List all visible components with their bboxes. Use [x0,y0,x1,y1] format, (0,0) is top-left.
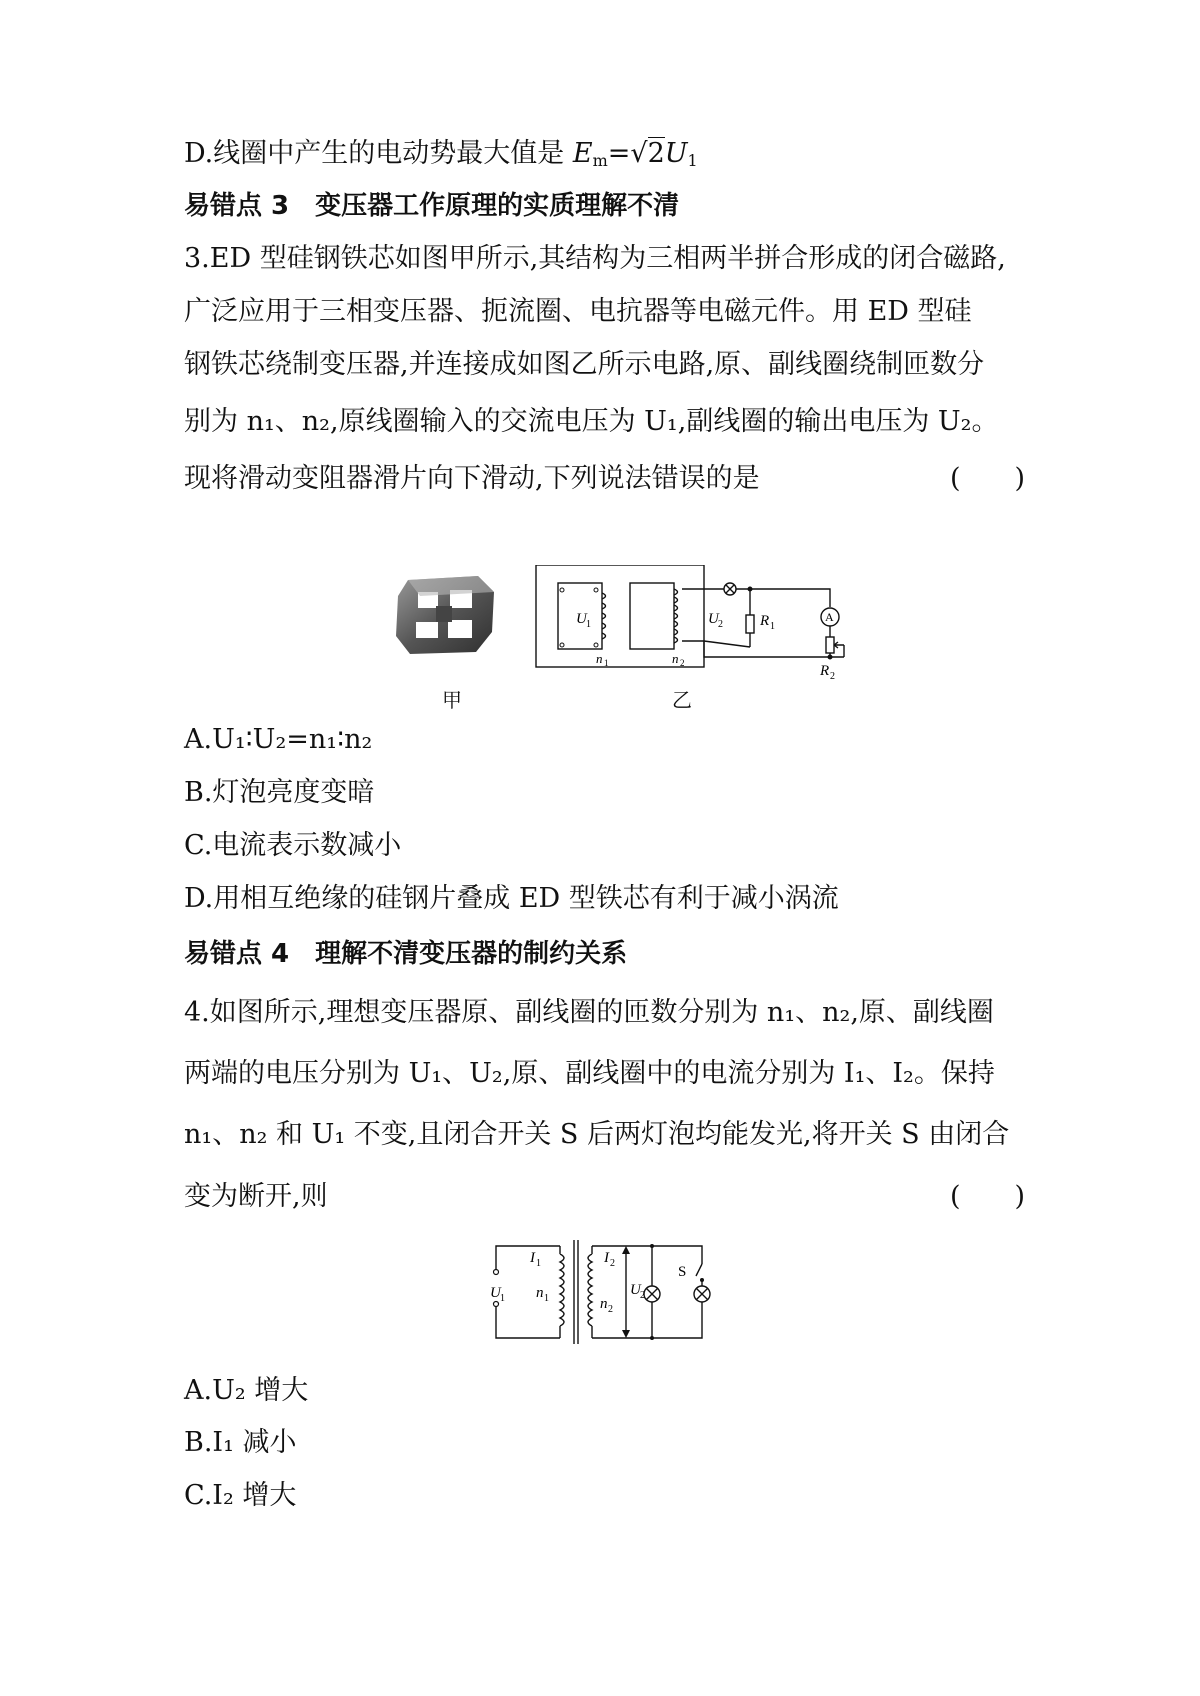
label-ammeter: A [825,610,834,624]
q3-text-line-5: 现将滑动变阻器滑片向下滑动,下列说法错误的是 [184,463,760,494]
label-u1-sub: 1 [586,619,591,630]
q3-text-line-3: 钢铁芯绕制变压器,并连接成如图乙所示电路,原、副线圈绕制匝数分 [184,349,985,380]
label-n1-sub: 1 [544,1293,549,1304]
q4-answer-blank: ( ) [950,1181,1026,1212]
q3-option-d: D.用相互绝缘的硅钢片叠成 ED 型铁芯有利于减小涡流 [184,883,839,914]
label-u1: U [576,611,587,627]
sqrt-symbol: √ [630,138,648,169]
q2-option-d: D.线圈中产生的电动势最大值是 $E_m=√2U_1$ [184,138,698,170]
q4-text-line-3: n₁、n₂ 和 U₁ 不变,且闭合开关 S 后两灯泡均能发光,将开关 S 由闭合 [184,1119,1010,1150]
label-switch-s: S [678,1264,687,1280]
q3-text-line-2: 广泛应用于三相变压器、扼流圈、电抗器等电磁元件。用 ED 型硅 [184,296,972,327]
q3-answer-blank: ( ) [950,463,1026,494]
label-i1: I [530,1250,535,1266]
label-n2-sub: 2 [680,658,685,668]
label-i1-sub: 1 [536,1258,541,1269]
figure-jia-ed-core [390,570,500,660]
label-r1: R [760,613,770,629]
label-u2-sub: 2 [640,1290,645,1301]
label-n1-sub: 1 [604,658,609,668]
figure-jia-caption: 甲 [442,688,462,712]
q4-text-line-4: 变为断开,则 [184,1181,328,1212]
section-3-heading: 易错点 3 变压器工作原理的实质理解不清 [184,191,680,221]
figure-yi-caption: 乙 [672,688,692,712]
core-window-right [630,583,674,649]
label-u2: U [630,1282,641,1298]
label-i2-sub: 2 [610,1258,615,1269]
label-u1: U [490,1285,501,1301]
q4-option-a: A.U₂ 增大 [184,1375,309,1406]
label-r1-sub: 1 [770,621,775,632]
label-r2-sub: 2 [830,671,835,682]
q3-option-a: A.U₁∶U₂=n₁∶n₂ [184,724,373,755]
q4-text-line-2: 两端的电压分别为 U₁、U₂,原、副线圈中的电流分别为 I₁、I₂。保持 [184,1058,995,1089]
label-r2: R [820,663,830,679]
q3-option-b: B.灯泡亮度变暗 [184,777,375,808]
label-n1: n [536,1285,544,1301]
label-n2: n [672,651,679,666]
q3-text-line-4: 别为 n₁、n₂,原线圈输入的交流电压为 U₁,副线圈的输出电压为 U₂。 [184,406,999,437]
label-n2-sub: 2 [608,1304,613,1315]
q3-text-line-1: 3.ED 型硅钢铁芯如图甲所示,其结构为三相两半拼合形成的闭合磁路, [184,243,1006,274]
section-4-heading: 易错点 4 理解不清变压器的制约关系 [184,939,628,969]
q4-option-b: B.I₁ 减小 [184,1427,297,1458]
label-n2: n [600,1296,608,1312]
q4-text-line-1: 4.如图所示,理想变压器原、副线圈的匝数分别为 n₁、n₂,原、副线圈 [184,997,994,1028]
label-u1-sub: 1 [500,1293,505,1304]
resistor-r1 [746,615,754,633]
label-n1: n [596,651,603,666]
rheostat-r2 [826,637,834,653]
figure-yi-circuit [534,565,864,685]
figure-q4-circuit [490,1240,730,1345]
label-i2: I [604,1250,609,1266]
q3-option-c: C.电流表示数减小 [184,830,402,861]
outer-frame [536,565,704,667]
label-u2: U [708,611,719,627]
label-u2-sub: 2 [718,619,723,630]
q4-option-c: C.I₂ 增大 [184,1480,297,1511]
